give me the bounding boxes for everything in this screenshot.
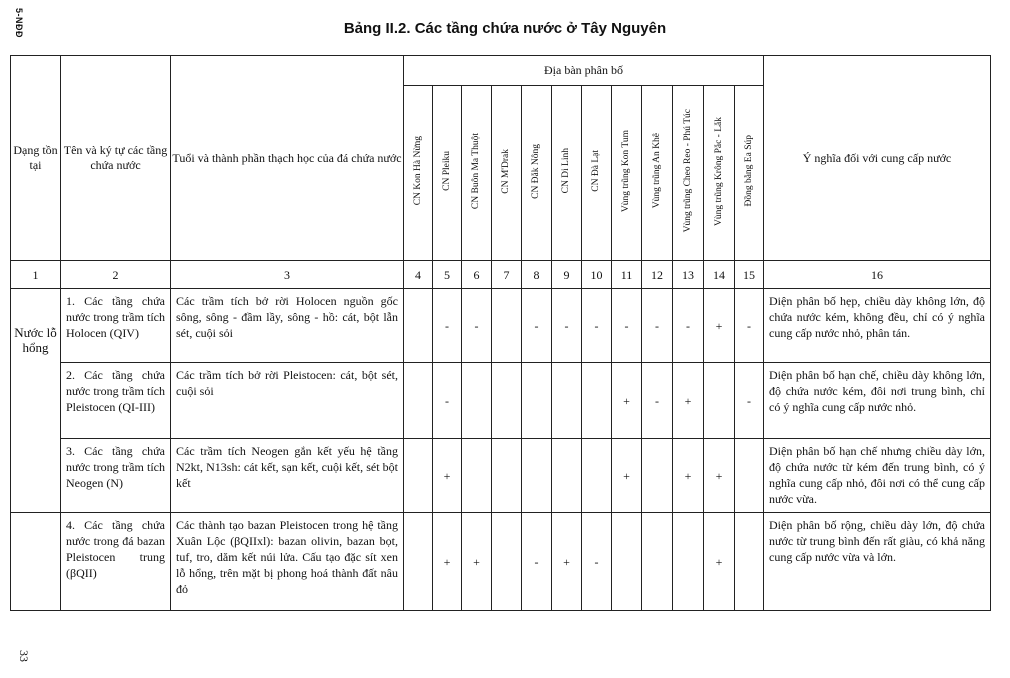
distribution-mark: + (433, 439, 462, 513)
column-number: 7 (492, 261, 522, 289)
location-label: CN M'Drak (501, 148, 511, 194)
distribution-mark: + (704, 439, 735, 513)
column-number: 3 (171, 261, 404, 289)
location-header (404, 86, 433, 261)
significance-cell: Diện phân bố hạn chế nhưng chiều dày lớn, độ chứa nước từ kém đến trung bình, có ý nghĩa cung cấp nhỏ, đôi nơi có thể cung cấp nước vừa. (764, 439, 991, 513)
page-title: Bảng II.2. Các tầng chứa nước ở Tây Nguyên (343, 20, 667, 37)
location-header (642, 86, 673, 261)
location-header (522, 86, 552, 261)
column-number: 4 (404, 261, 433, 289)
distribution-mark: - (582, 513, 612, 611)
distribution-mark: + (673, 439, 704, 513)
location-label: CN Đắk Nông (531, 143, 541, 199)
distribution-mark (404, 363, 433, 439)
column-number: 6 (462, 261, 492, 289)
table-row (11, 289, 991, 363)
location-label: CN Kon Hà Nừng (412, 136, 423, 206)
location-label: Vùng trũng Kon Tum (621, 129, 631, 213)
distribution-mark: - (735, 289, 764, 363)
column-number: 12 (642, 261, 673, 289)
location-label: Đồng bằng Ea Súp (743, 135, 754, 207)
distribution-mark (492, 363, 522, 439)
distribution-mark (462, 363, 492, 439)
distribution-mark: - (522, 289, 552, 363)
distribution-mark (404, 513, 433, 611)
header-ten-ky-tu: Tên và ký tự các tầng chứa nước (61, 56, 171, 261)
distribution-mark: + (552, 513, 582, 611)
distribution-mark (642, 439, 673, 513)
location-label: CN Pleiku (441, 151, 452, 191)
distribution-mark (404, 289, 433, 363)
column-number: 14 (704, 261, 735, 289)
distribution-mark: - (642, 289, 673, 363)
header-tuoi-thanh-phan: Tuổi và thành phần thạch học của đá chứa nước (171, 56, 404, 261)
distribution-mark (492, 439, 522, 513)
distribution-mark: - (673, 289, 704, 363)
type-cell: Nước lỗ hổng (11, 289, 61, 513)
aquifer-name-cell: 3. Các tầng chứa nước trong trầm tích Neogen (N) (61, 439, 171, 513)
distribution-mark (673, 513, 704, 611)
distribution-mark: - (433, 289, 462, 363)
header-dang-ton-tai: Dạng tồn tại (11, 56, 61, 261)
table-row (11, 363, 991, 439)
column-number: 1 (11, 261, 61, 289)
column-number: 9 (552, 261, 582, 289)
location-header (735, 86, 764, 261)
lithology-cell: Các trầm tích Neogen gắn kết yếu hệ tầng N2kt, N13sh: cát kết, sạn kết, cuội kết, sét bột kết (171, 439, 404, 513)
table-row (11, 439, 991, 513)
header-y-nghia: Ý nghĩa đối với cung cấp nước (764, 56, 991, 261)
column-number: 2 (61, 261, 171, 289)
distribution-mark: - (433, 363, 462, 439)
significance-cell: Diện phân bố rộng, chiều dày lớn, độ chứa nước từ trung bình đến rất giàu, có khả năng cung cấp nước vừa và lớn. (764, 513, 991, 611)
distribution-mark: - (582, 289, 612, 363)
column-number: 5 (433, 261, 462, 289)
column-number: 10 (582, 261, 612, 289)
aquifer-name-cell: 2. Các tầng chứa nước trong trầm tích Pleistocen (QI-III) (61, 363, 171, 439)
column-number: 16 (764, 261, 991, 289)
location-label: CN Đà Lạt (591, 150, 601, 192)
aquifer-name-cell: 4. Các tầng chứa nước trong đá bazan Pleistocen trung (βQII) (61, 513, 171, 611)
distribution-mark: - (552, 289, 582, 363)
distribution-mark: + (433, 513, 462, 611)
distribution-mark (582, 363, 612, 439)
side-code: 5-NĐĐ (14, 8, 24, 39)
location-label: Vùng trũng Krông Pắc - Lắk (713, 116, 724, 226)
header-dia-ban: Địa bàn phân bố (404, 56, 764, 86)
distribution-mark (492, 513, 522, 611)
distribution-mark: - (462, 289, 492, 363)
location-header (704, 86, 735, 261)
distribution-mark: + (704, 513, 735, 611)
location-header (552, 86, 582, 261)
location-header (582, 86, 612, 261)
location-header (673, 86, 704, 261)
column-number: 15 (735, 261, 764, 289)
location-label: CN Di Linh (561, 148, 571, 194)
distribution-mark (492, 289, 522, 363)
distribution-mark: + (673, 363, 704, 439)
column-number: 11 (612, 261, 642, 289)
distribution-mark (552, 439, 582, 513)
type-cell (11, 513, 61, 611)
location-header (612, 86, 642, 261)
distribution-mark (642, 513, 673, 611)
distribution-mark: - (642, 363, 673, 439)
distribution-mark: + (462, 513, 492, 611)
location-header (492, 86, 522, 261)
aquifer-name-cell: 1. Các tầng chứa nước trong trầm tích Holocen (QIV) (61, 289, 171, 363)
distribution-mark (582, 439, 612, 513)
distribution-mark (522, 363, 552, 439)
location-header (462, 86, 492, 261)
distribution-mark: + (612, 363, 642, 439)
distribution-mark: - (522, 513, 552, 611)
location-label: Vùng trũng Cheo Reo - Phú Túc (682, 109, 693, 233)
location-header (433, 86, 462, 261)
distribution-mark (552, 363, 582, 439)
distribution-mark: + (612, 439, 642, 513)
aquifer-table (10, 55, 991, 611)
distribution-mark (612, 513, 642, 611)
distribution-mark (404, 439, 433, 513)
column-number: 8 (522, 261, 552, 289)
significance-cell: Diện phân bố hạn chế, chiều dày không lớn, độ chứa nước kém, đôi nơi trung bình, chỉ có ý nghĩa cung cấp nước nhỏ. (764, 363, 991, 439)
distribution-mark: - (735, 363, 764, 439)
lithology-cell: Các trầm tích bở rời Pleistocen: cát, bột sét, cuội sỏi (171, 363, 404, 439)
distribution-mark: + (704, 289, 735, 363)
table-row (11, 513, 991, 611)
distribution-mark (735, 513, 764, 611)
distribution-mark: - (612, 289, 642, 363)
distribution-mark (735, 439, 764, 513)
distribution-mark (462, 439, 492, 513)
lithology-cell: Các thành tạo bazan Pleistocen trong hệ tầng Xuân Lộc (βQIIxl): bazan olivin, bazan bọt, tuf, tro, dăm kết núi lửa. Cấu tạo đặc sít xen lỗ hổng, trên mặt bị phong hoá thành đất nâu đỏ (171, 513, 404, 611)
location-label: Vùng trũng An Khê (651, 133, 662, 209)
location-label: CN Buôn Ma Thuột (471, 132, 481, 210)
distribution-mark (522, 439, 552, 513)
lithology-cell: Các trầm tích bở rời Holocen nguồn gốc sông, sông - đầm lầy, sông - hồ: cát, bột lẫn sét, cuội sỏi (171, 289, 404, 363)
column-number: 13 (673, 261, 704, 289)
page-number: 33 (17, 650, 31, 662)
significance-cell: Diện phân bố hẹp, chiều dày không lớn, độ chứa nước kém, không đều, chỉ có ý nghĩa cung cấp nước nhỏ, phân tán. (764, 289, 991, 363)
distribution-mark (704, 363, 735, 439)
